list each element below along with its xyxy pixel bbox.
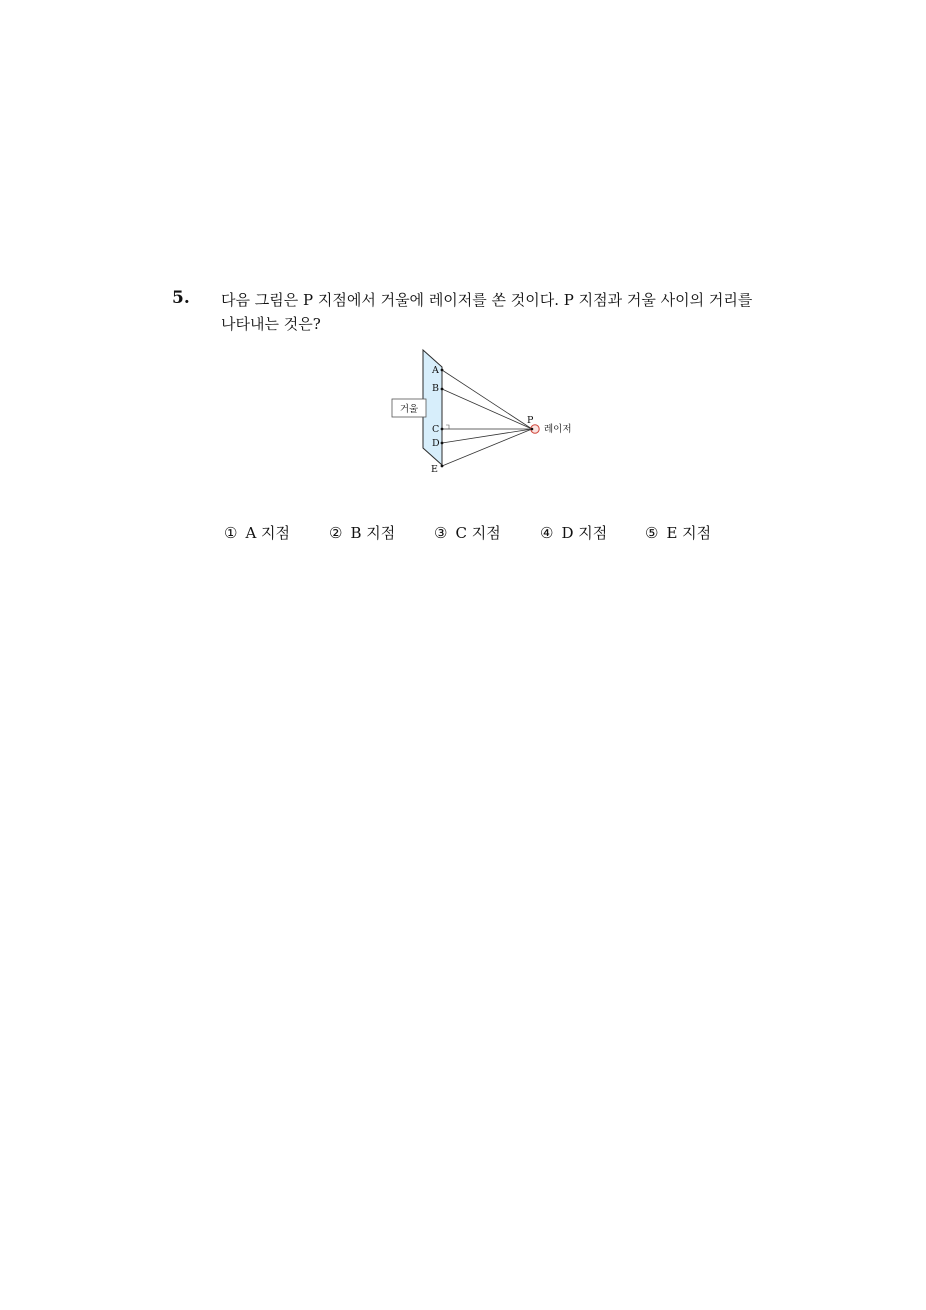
point-label-d: D: [432, 438, 440, 449]
point-label-b: B: [432, 383, 439, 394]
choice-5-text: E 지점: [666, 524, 712, 542]
choice-3[interactable]: [434, 522, 501, 543]
question-stem: [221, 288, 766, 336]
point-b: [441, 388, 444, 391]
point-e: [441, 465, 444, 468]
laser-label: 레이저: [544, 424, 572, 435]
ray-to-a: [442, 370, 532, 429]
mirror-label: 거울: [399, 404, 419, 415]
ray-to-e: [442, 429, 532, 466]
laser-source-point: [531, 428, 534, 431]
choice-3-mark: ③: [434, 524, 448, 542]
choice-5-mark: ⑤: [645, 524, 659, 542]
ray-to-b: [442, 389, 532, 429]
laser-rays: [442, 370, 532, 466]
question-stem-line-1: 다음 그림은 P 지점에서 거울에 레이저를 쏜 것이다. P 지점과 거울 사이의 거리를: [221, 291, 753, 309]
choice-1-mark: ①: [224, 524, 238, 542]
point-label-a: A: [432, 365, 439, 376]
ray-to-d: [442, 429, 532, 443]
choice-1[interactable]: [224, 522, 290, 543]
point-label-e: E: [431, 464, 438, 475]
choice-5[interactable]: [645, 522, 711, 543]
choice-3-text: C 지점: [455, 524, 501, 542]
question-stem-line-2: 나타내는 것은?: [221, 315, 321, 333]
point-a: [441, 369, 444, 372]
choice-4-text: D 지점: [561, 524, 608, 542]
choice-4[interactable]: [540, 522, 607, 543]
answer-choices: [224, 522, 744, 546]
right-angle-marker: [446, 425, 449, 429]
source-label-p: P: [527, 415, 534, 426]
choice-2[interactable]: [329, 522, 395, 543]
choice-2-text: B 지점: [350, 524, 396, 542]
point-c: [441, 428, 444, 431]
question-number: 5.: [172, 288, 190, 308]
choice-2-mark: ②: [329, 524, 343, 542]
point-d: [441, 442, 444, 445]
choice-4-mark: ④: [540, 524, 554, 542]
point-label-c: C: [432, 424, 440, 435]
choice-1-text: A 지점: [245, 524, 291, 542]
mirror-laser-diagram: [380, 345, 600, 480]
